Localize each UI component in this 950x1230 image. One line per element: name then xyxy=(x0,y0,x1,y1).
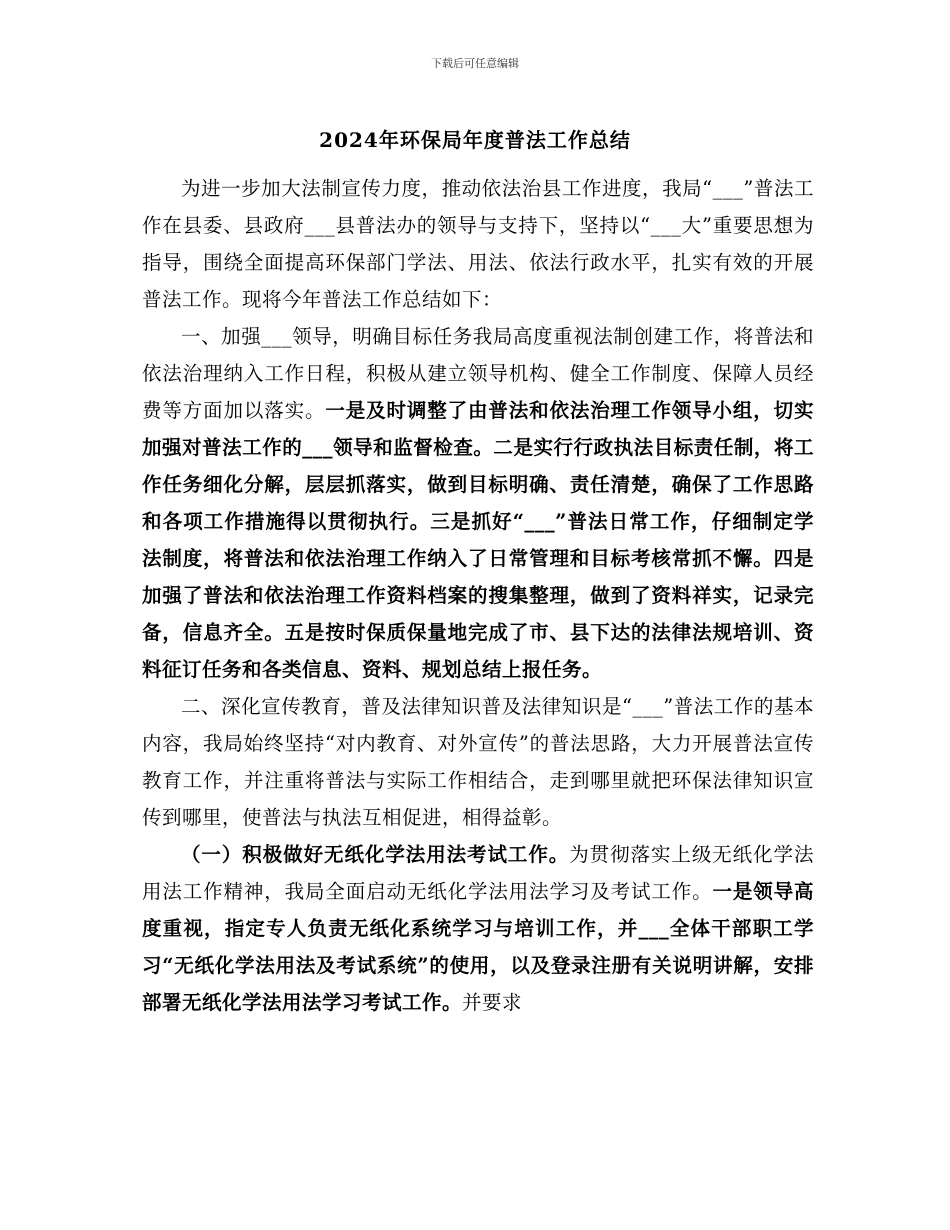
document-title: 2024年环保局年度普法工作总结 xyxy=(319,128,631,152)
text-run: 二、深化宣传教育，普及法律知识普及法律知识是“___”普法工作的基本内容，我局始终坚持“对内教育、对外宣传”的普法思路，大力开展普法宣传教育工作，并注重将普法与实际工作相结合，走到哪里就把环保法律知识宣传到哪里，使普法与执法互相促进，相得益彰。 xyxy=(142,695,814,829)
text-run: 一、加强___领导，明确目标任务我局高度重视法制创建工作，将普法和依法治理纳入工作日程，积极从建立领导机构、健全工作制度、保障人员经费等方面加以落实。 xyxy=(142,325,814,422)
paragraph-intro xyxy=(142,170,814,318)
subsection-heading: （一）积极做好无纸化学法用法考试工作。 xyxy=(181,843,570,866)
text-run: 为进一步加大法制宣传力度，推动依法治县工作进度，我局“___”普法工作在县委、县政府___县普法办的领导与支持下，坚持以“___大”重要思想为指导，围绕全面提高环保部门学法、用法、依法行政水平，扎实有效的开展普法工作。现将今年普法工作总结如下： xyxy=(142,177,814,311)
paragraph-section-one xyxy=(142,318,814,688)
text-run: 并要求 xyxy=(462,991,523,1014)
page-header: 下载后可任意编辑 xyxy=(431,57,519,70)
text-run-bold: 一是及时调整了由普法和依法治理工作领导小组，切实加强对普法工作的___领导和监督检查。二是实行行政执法目标责任制，将工作任务细化分解，层层抓落实，做到目标明确、责任清楚，确保了工作思路和各项工作措施得以贯彻执行。三是抓好“___”普法日常工作，仔细制定学法制度，将普法和依法治理工作纳入了日常管理和目标考核常抓不懈。四是加强了普法和依法治理工作资料档案的搜集整理，做到了资料祥实，记录完备，信息齐全。五是按时保质保量地完成了市、县下达的法律法规培训、资料征订任务和各类信息、资料、规划总结上报任务。 xyxy=(142,399,814,681)
paragraph-section-two xyxy=(142,688,814,836)
paragraph-subsection-one xyxy=(142,836,814,1021)
document-body xyxy=(142,170,814,1021)
text-run: 为贯彻落实上级无纸化学法用法工作精神，我局全面启动无纸化学法用法学习及考试工作。 xyxy=(142,843,814,903)
text-run-bold: 一是领导高度重视，指定专人负责无纸化系统学习与培训工作，并___全体干部职工学习“无纸化学法用法及考试系统”的使用，以及登录注册有关说明讲解，安排部署无纸化学法用法学习考试工作。 xyxy=(142,880,814,1014)
